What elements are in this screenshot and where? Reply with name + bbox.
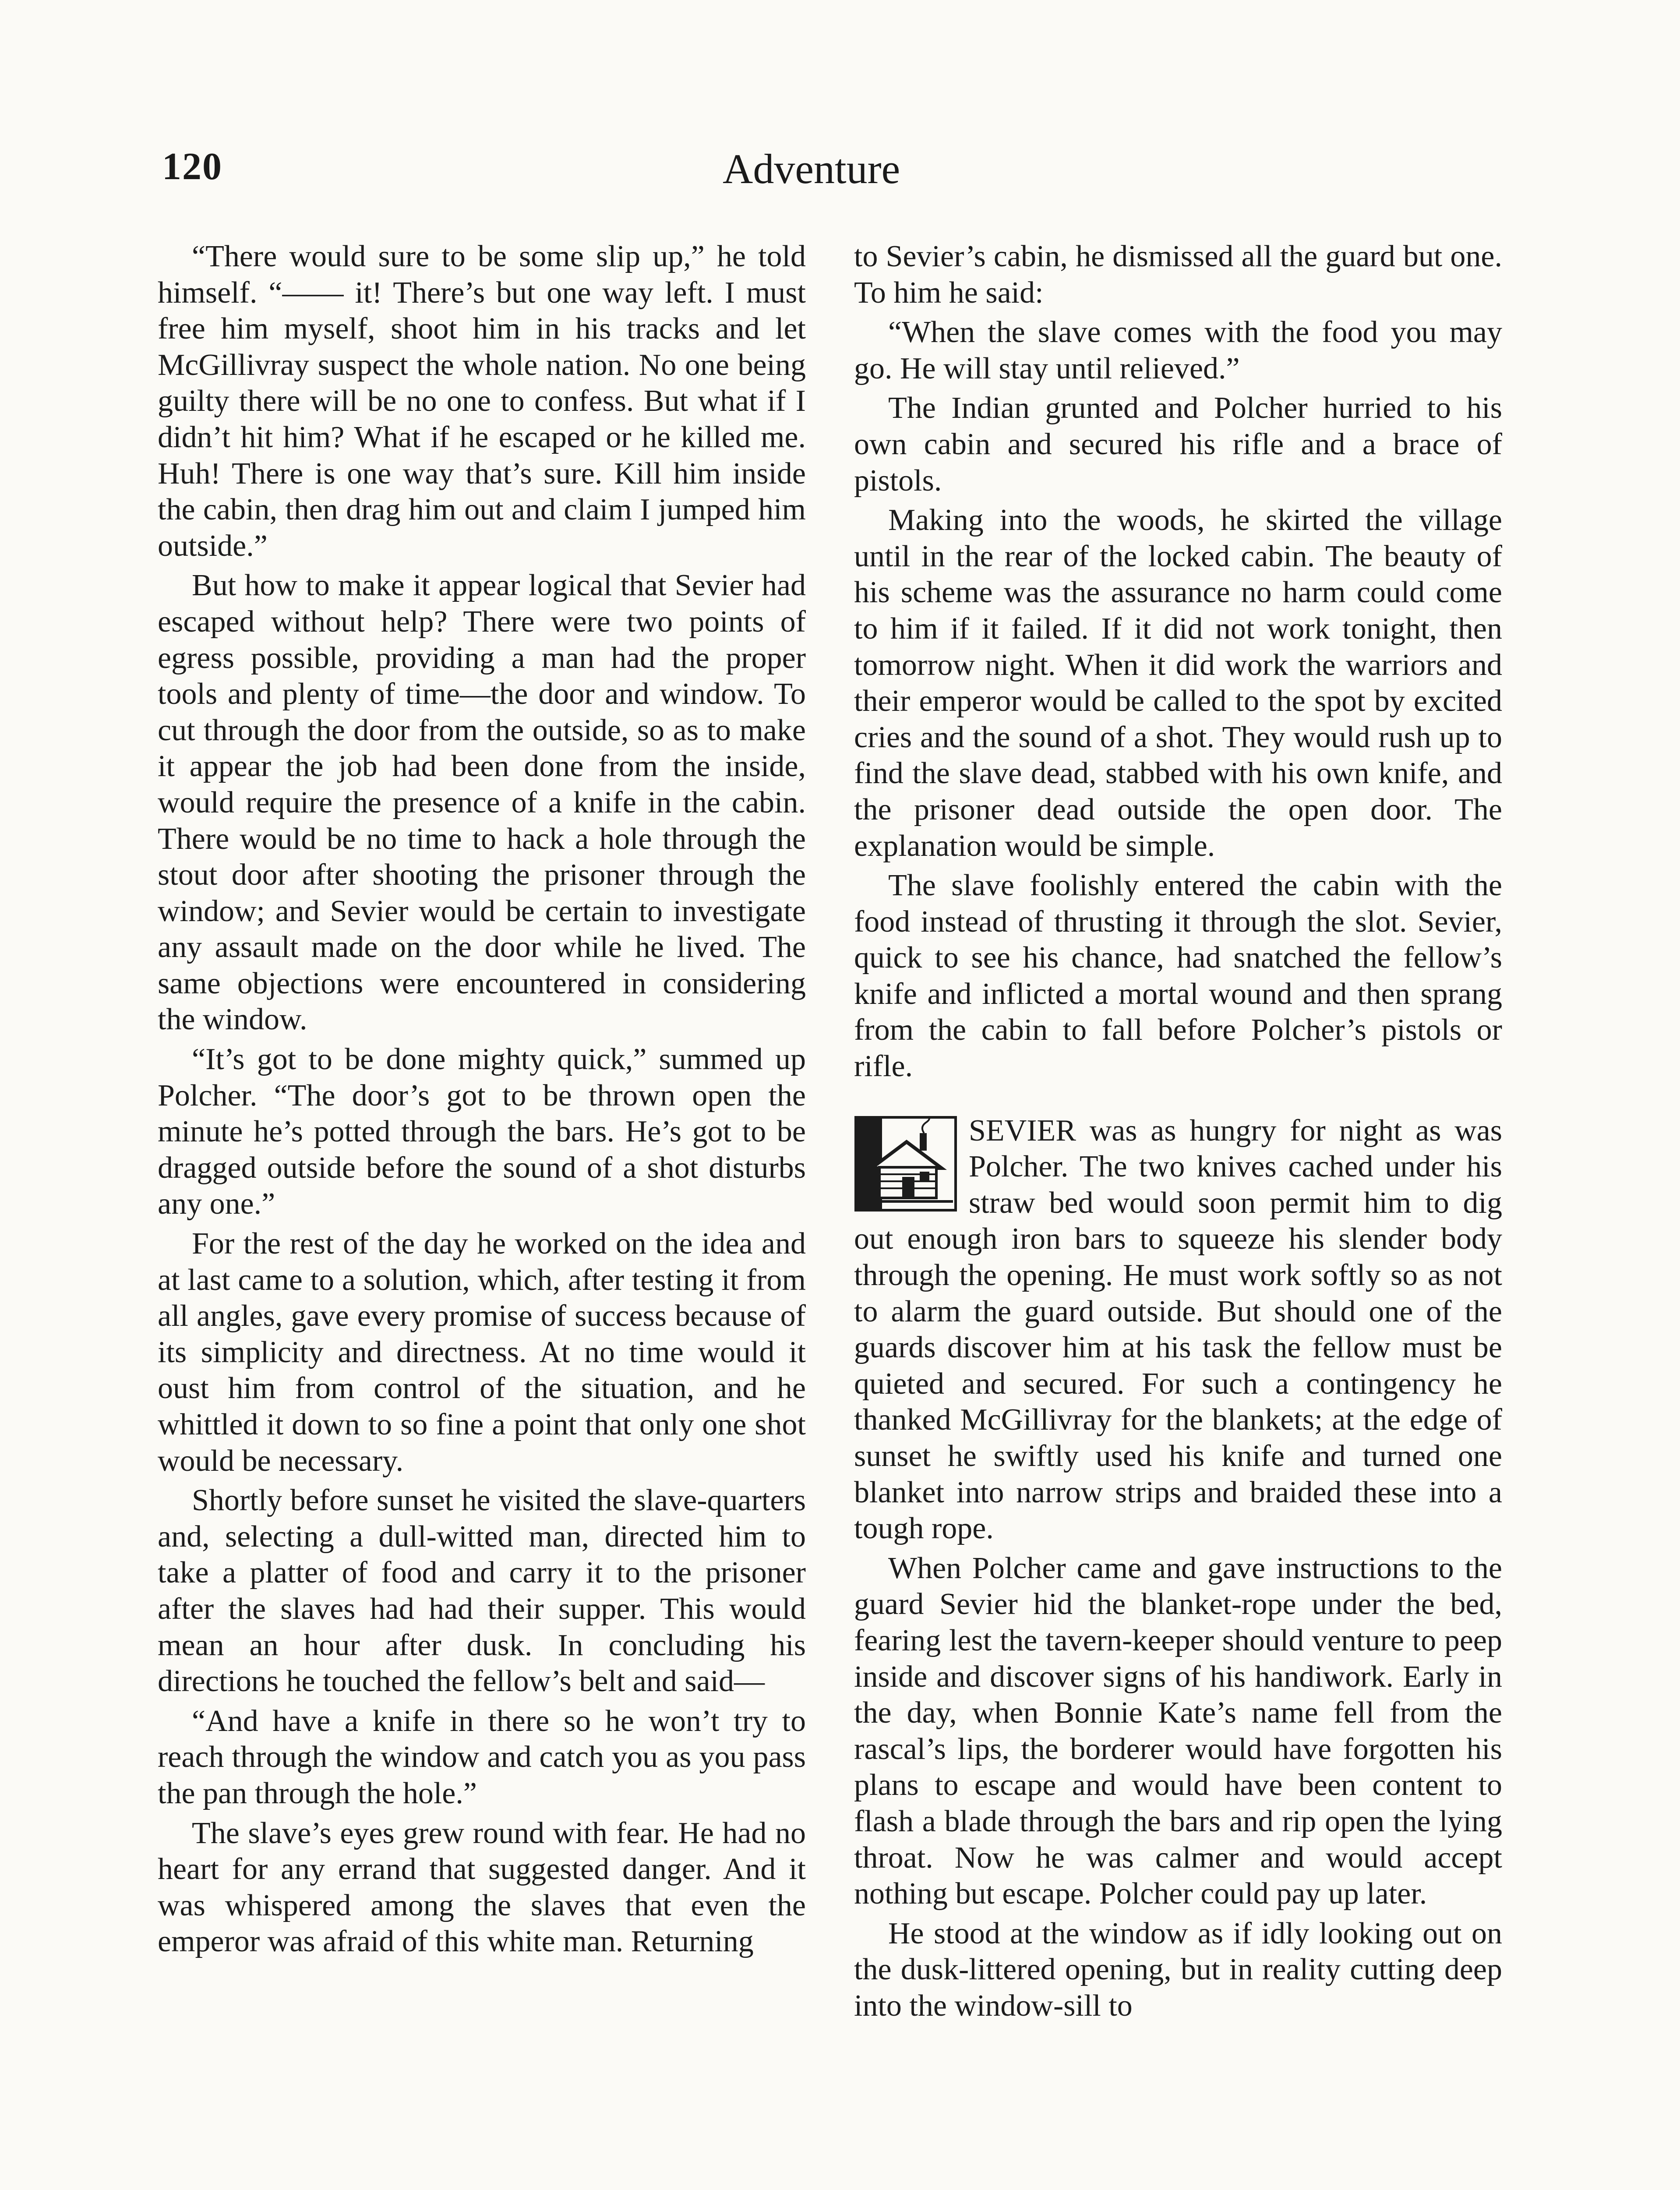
paragraph: The slave’s eyes grew round with fear. He had no heart for any errand that suggested danger. And it was whispered among the slaves that even the emperor was afraid of this white man. Returning — [158, 1816, 806, 1959]
paragraph: But how to make it appear logical that Sevier had escaped without help? There were two points of egress possible, providing a man had the proper tools and plenty of time—the door and window. To cut through the door from the outside, so as to make it appear the job had been done from the inside, would require the presence of a knife in the cabin. There would be no time to hack a hole through the stout door after shooting the prisoner through the window; and Sevier would be certain to investigate any assault made on the door while he lived. The same objections were encountered in considering the window. — [158, 569, 806, 1037]
paragraph: “There would sure to be some slip up,” he told himself. “—— it! There’s but one way left. I must free him myself, shoot him in his tracks and let McGillivray suspect the whole nation. No one being guilty there will be no one to confess. But what if I didn’t hit him? What if he escaped or he killed me. Huh! There is one way that’s sure. Kill him inside the cabin, then drag him out and claim I jumped him outside.” — [158, 240, 806, 563]
paragraph: “It’s got to be done mighty quick,” summed up Polcher. “The door’s got to be thrown open the minute he’s potted through the bars. He’s got to be dragged outside before the sound of a shot disturbs any one.” — [158, 1042, 806, 1221]
paragraph: Making into the woods, he skirted the village until in the rear of the locked cabin. The beauty of his scheme was the assurance no harm could come to him if it failed. If it did not work tonight, then tomorrow night. When it did work the warriors and their emperor would be called to the spot by excited cries and the sound of a shot. They would rush up to find the slave dead, stabbed with his own knife, and the prisoner dead outside the open door. The explanation would be simple. — [854, 503, 1502, 863]
paragraph: He stood at the window as if idly looking out on the dusk-littered opening, but in reality cutting deep into the window-sill to — [854, 1916, 1502, 2023]
cabin-vignette-icon — [854, 1116, 957, 1212]
page-number: 120 — [162, 145, 222, 188]
paragraph: Shortly before sunset he visited the slave-quarters and, selecting a dull-witted man, directed him to take a platter of food and carry it to the prisoner after the slaves had had their supper. This would mean an hour after dusk. In concluding his directions he touched the fellow’s belt and said— — [158, 1484, 806, 1699]
paragraph: “And have a knife in there so he won’t try to reach through the window and catch you as you pass the pan through the hole.” — [158, 1704, 806, 1810]
paragraph: When Polcher came and gave instructions to the guard Sevier hid the blanket-rope under the bed, fearing lest the tavern-keeper should venture to peep inside and discover signs of his handiwork. Early in the day, when Bonnie Kate’s name fell from the rascal’s lips, the borderer would have forgotten his plans to escape and would have been content to flash a blade through the bars and rip open the lying throat. Now he was calmer and would accept nothing but escape. Polcher could pay up later. — [854, 1551, 1502, 1911]
paragraph: SEVIER was as hungry for night as was Polcher. The two knives cached under his straw bed would soon permit him to dig out enough iron bars to squeeze his slender body through the opening. He must work softly so as not to alarm the guard outside. But should one of the guards discover him at his task the fellow must be quieted and secured. For such a contingency he thanked McGillivray for the blankets; at the edge of sunset he swiftly used his knife and turned one blanket into narrow strips and braided these into a tough rope. — [854, 1113, 1502, 1546]
paragraph: The Indian grunted and Polcher hurried to his own cabin and secured his rifle and a brace of pistols. — [854, 391, 1502, 498]
left-column — [158, 239, 806, 1964]
running-head: Adventure — [723, 145, 900, 192]
section-lead — [854, 1113, 1502, 1547]
right-column — [854, 239, 1502, 2028]
paragraph: For the rest of the day he worked on the idea and at last came to a solution, which, after testing it from all angles, gave every promise of success because of its simplicity and directness. At no time would it oust him from control of the situation, and he whittled it down to so fine a point that only one shot would be necessary. — [158, 1227, 806, 1478]
paragraph: The slave foolishly entered the cabin with the food instead of thrusting it through the slot. Sevier, quick to see his chance, had snatched the fellow’s knife and inflicted a mortal wound and then sprang from the cabin to fall before Polcher’s pistols or rifle. — [854, 869, 1502, 1084]
paragraph: to Sevier’s cabin, he dismissed all the guard but one. To him he said: — [854, 240, 1502, 310]
paragraph: “When the slave comes with the food you may go. He will stay until relieved.” — [854, 315, 1502, 385]
